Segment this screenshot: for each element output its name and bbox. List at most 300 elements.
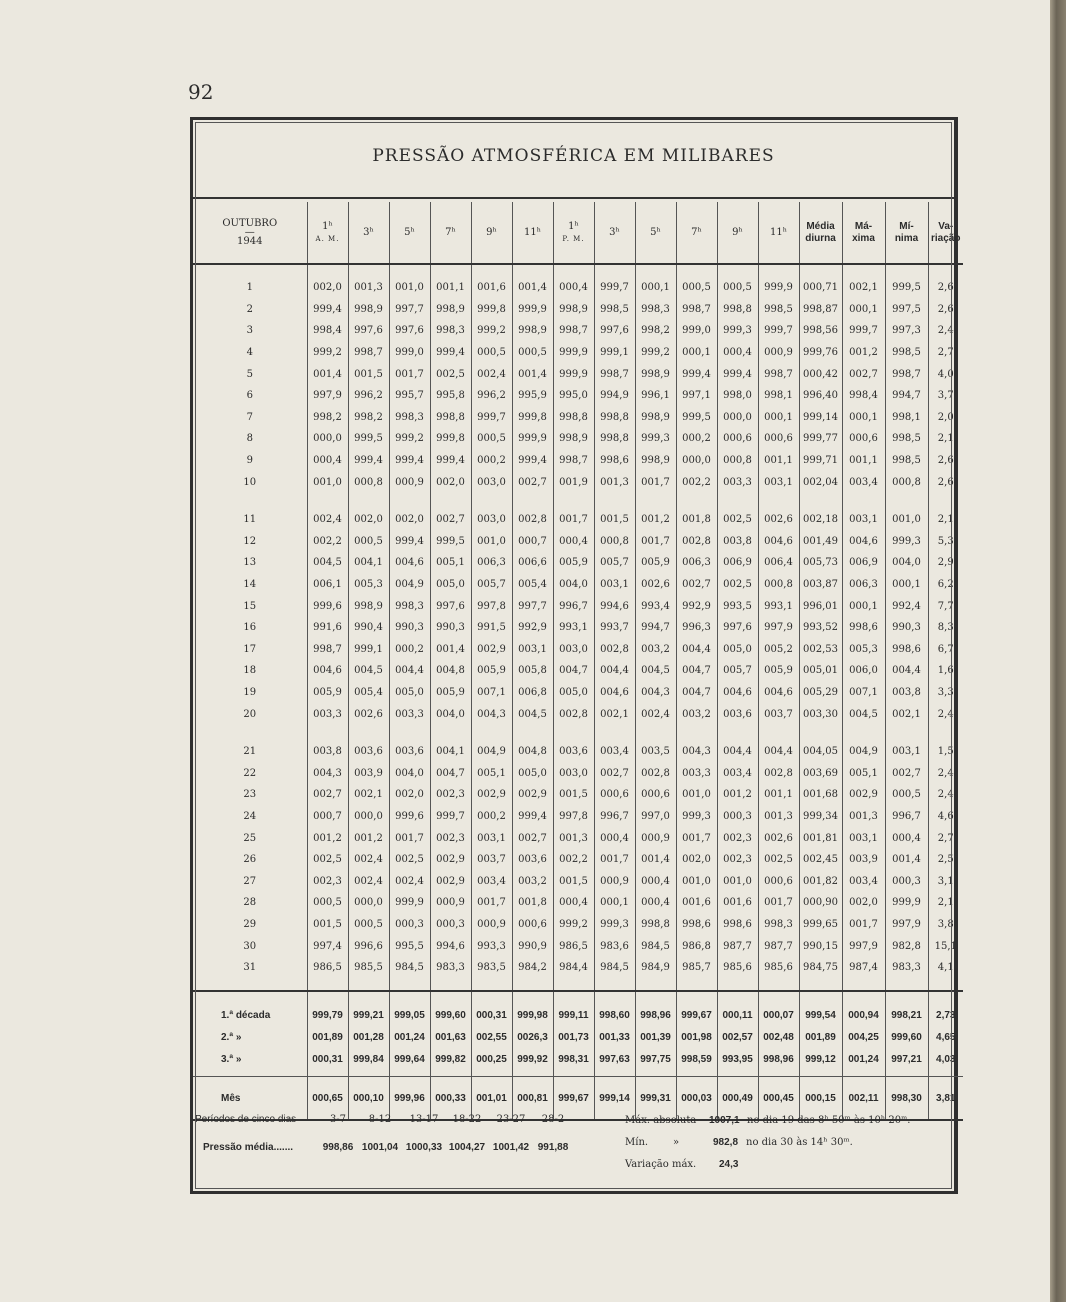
cell-value: 5,3 (937, 535, 954, 547)
cell-value: 002,1 (842, 264, 885, 299)
book-spine (1050, 0, 1066, 1302)
row-label: 28 (193, 892, 307, 914)
cell-value: 998,1 (885, 407, 928, 429)
cell-value: 998,8 (635, 914, 676, 936)
header-col-main: 1ʰ (322, 220, 333, 232)
cell-value: 984,5 (635, 935, 676, 957)
cell-value: 002,4 (471, 363, 512, 385)
row-label: 2 (193, 299, 307, 321)
cell-value: 004,0 (553, 574, 594, 596)
cell-value: 993,95 (717, 1048, 758, 1077)
cell-value: 999,1 (594, 342, 635, 364)
cell-value: 000,94 (842, 991, 885, 1026)
cell-value: 004,5 (512, 703, 553, 725)
cell-value: 003,3 (307, 703, 348, 725)
cell-value: 999,2 (307, 342, 348, 364)
cell-value: 997,8 (553, 806, 594, 828)
cell-value: 999,2 (389, 428, 430, 450)
day-row (193, 892, 963, 914)
cell-value: 004,5 (842, 703, 885, 725)
cell-value: 004,1 (348, 552, 389, 574)
cell-value: 000,1 (758, 407, 799, 429)
cell-value: 999,3 (717, 320, 758, 342)
cell-value: 984,9 (635, 957, 676, 992)
row-label: 1 (193, 264, 307, 299)
cell-value: 001,0 (717, 870, 758, 892)
cell-value: 000,4 (635, 892, 676, 914)
cell-value: 002,3 (430, 827, 471, 849)
cell-value: 002,3 (717, 849, 758, 871)
cell-value: 998,31 (553, 1048, 594, 1077)
cell-value: 000,25 (471, 1048, 512, 1077)
day-row (193, 849, 963, 871)
cell-value: 002,8 (758, 762, 799, 784)
cell-value: 998,3 (389, 595, 430, 617)
cell-value: 000,4 (307, 450, 348, 472)
cell-value: 990,9 (512, 935, 553, 957)
cell-value: 999,34 (799, 806, 842, 828)
header-col-main: 3ʰ (609, 226, 620, 238)
cell-value: 3,81 (928, 1077, 963, 1121)
cell-value: 000,7 (307, 806, 348, 828)
cell-value: 996,3 (676, 617, 717, 639)
cell-value: 003,2 (512, 870, 553, 892)
cell-value: 2,1 (937, 514, 954, 526)
cell-value: 007,1 (471, 682, 512, 704)
cell-value: 002,7 (885, 762, 928, 784)
cell-value: 998,4 (307, 320, 348, 342)
cell-value: 998,7 (758, 363, 799, 385)
cell-value: 000,6 (758, 428, 799, 450)
cell-value: 002,7 (842, 363, 885, 385)
cell-value: 000,90 (799, 892, 842, 914)
day-row (193, 784, 963, 806)
cell-value: 003,1 (885, 725, 928, 763)
row-label: 9 (193, 450, 307, 472)
cell-value: 998,5 (594, 299, 635, 321)
cell-value: 998,9 (348, 299, 389, 321)
header-col-main: 5ʰ (404, 226, 415, 238)
cell-value: 998,0 (717, 385, 758, 407)
cell-value: 004,3 (307, 762, 348, 784)
cell-value: 001,01 (471, 1077, 512, 1121)
cell-value: 001,89 (799, 1026, 842, 1048)
cell-value: 2,5 (937, 854, 954, 866)
cell-value: 983,3 (430, 957, 471, 992)
header-col-sub: P. M. (562, 234, 585, 243)
cell-value: 999,5 (676, 407, 717, 429)
cell-value: 997,5 (885, 299, 928, 321)
cell-value: 998,7 (553, 450, 594, 472)
cell-value: 990,3 (389, 617, 430, 639)
day-row (193, 682, 963, 704)
cell-value: 15,1 (934, 940, 957, 952)
cell-value: 001,7 (553, 493, 594, 531)
cell-value: 000,4 (553, 892, 594, 914)
cell-value: 003,4 (842, 870, 885, 892)
cell-value: 993,3 (471, 935, 512, 957)
cell-value: 001,8 (676, 493, 717, 531)
row-label: 13 (193, 552, 307, 574)
cell-value: 002,04 (799, 471, 842, 493)
cell-value: 4,65 (936, 1031, 956, 1043)
cell-value: 003,4 (842, 471, 885, 493)
row-label: 2.ª » (193, 1026, 307, 1048)
cell-value: 999,9 (553, 363, 594, 385)
day-row (193, 639, 963, 661)
cell-value: 000,71 (799, 264, 842, 299)
day-row (193, 428, 963, 450)
day-row (193, 471, 963, 493)
cell-value: 000,11 (717, 991, 758, 1026)
min-absolute-label: Mín. (625, 1137, 649, 1148)
header-col-11 (717, 202, 758, 264)
cell-value: 001,0 (389, 264, 430, 299)
row-label: 17 (193, 639, 307, 661)
row-label: 24 (193, 806, 307, 828)
cell-value: 004,6 (842, 531, 885, 553)
cell-value: 002,9 (471, 639, 512, 661)
header-col-7 (553, 202, 594, 264)
cell-value: 005,73 (799, 552, 842, 574)
row-label: 1.ª década (193, 991, 307, 1026)
cell-value: 999,3 (885, 531, 928, 553)
cell-value: 001,3 (348, 264, 389, 299)
summary-row (193, 1048, 963, 1077)
cell-value: 993,5 (717, 595, 758, 617)
cell-value: 999,9 (389, 892, 430, 914)
cell-value: 984,2 (512, 957, 553, 992)
cell-value: 994,7 (635, 617, 676, 639)
cell-value: 004,5 (348, 660, 389, 682)
period-item: 23-27 (496, 1114, 526, 1125)
cell-value: 005,9 (635, 552, 676, 574)
day-row (193, 363, 963, 385)
cell-value: 999,6 (307, 595, 348, 617)
cell-value: 999,31 (635, 1077, 676, 1121)
cell-value: 003,9 (842, 849, 885, 871)
cell-value: 001,33 (594, 1026, 635, 1048)
day-row (193, 299, 963, 321)
cell-value: 999,4 (717, 363, 758, 385)
cell-value: 002,5 (758, 849, 799, 871)
cell-value: 996,40 (799, 385, 842, 407)
cell-value: 001,73 (553, 1026, 594, 1048)
cell-value: 004,1 (430, 725, 471, 763)
cell-value: 984,5 (594, 957, 635, 992)
mean-pressure-item: 1001,42 (492, 1142, 530, 1153)
cell-value: 002,2 (307, 531, 348, 553)
header-year: 1944 (237, 235, 263, 247)
cell-value: 001,1 (430, 264, 471, 299)
cell-value: 001,39 (635, 1026, 676, 1048)
summary-row (193, 991, 963, 1026)
cell-value: 2,6 (937, 303, 954, 315)
cell-value: 000,42 (799, 363, 842, 385)
min-ditto-mark: » (673, 1137, 680, 1148)
cell-value: 004,9 (389, 574, 430, 596)
cell-value: 001,81 (799, 827, 842, 849)
cell-value: 001,7 (389, 363, 430, 385)
summary-row (193, 1026, 963, 1048)
cell-value: 997,6 (430, 595, 471, 617)
page-title: PRESSÃO ATMOSFÉRICA EM MILIBARES (372, 146, 775, 166)
period-item: 8-12 (368, 1114, 392, 1125)
cell-value: 998,9 (635, 450, 676, 472)
mean-pressure-item: 998,86 (322, 1142, 354, 1153)
cell-value: 994,6 (430, 935, 471, 957)
cell-value: 004,25 (842, 1026, 885, 1048)
cell-value: 001,2 (307, 827, 348, 849)
cell-value: 004,4 (676, 639, 717, 661)
cell-value: 998,9 (430, 299, 471, 321)
header-col-2 (348, 202, 389, 264)
cell-value: 997,4 (307, 935, 348, 957)
cell-value: 000,3 (885, 870, 928, 892)
cell-value: 001,5 (307, 914, 348, 936)
cell-value: 000,3 (389, 914, 430, 936)
cell-value: 004,6 (758, 531, 799, 553)
cell-value: 002,7 (307, 784, 348, 806)
cell-value: 998,1 (758, 385, 799, 407)
cell-value: 000,5 (307, 892, 348, 914)
max-absolute-text: no dia 19 das 8ʰ 50ᵐ às 10ʰ 20ᵐ. (747, 1115, 911, 1126)
cell-value: 999,2 (635, 342, 676, 364)
header-month: OUTUBRO (222, 217, 278, 229)
header-col-sub: diurna (805, 232, 836, 244)
cell-value: 999,4 (348, 450, 389, 472)
cell-value: 999,4 (512, 806, 553, 828)
cell-value: 004,3 (471, 703, 512, 725)
cell-value: 2,4 (937, 708, 954, 720)
cell-value: 2,4 (937, 789, 954, 801)
cell-value: 987,7 (717, 935, 758, 957)
cell-value: 996,2 (471, 385, 512, 407)
cell-value: 000,5 (471, 342, 512, 364)
cell-value: 002,6 (758, 827, 799, 849)
cell-value: 003,1 (842, 827, 885, 849)
cell-value: 002,6 (348, 703, 389, 725)
footer-summary (193, 1108, 958, 1193)
cell-value: 005,9 (471, 660, 512, 682)
cell-value: 999,67 (553, 1077, 594, 1121)
row-label: 15 (193, 595, 307, 617)
header-col-main: Má- (854, 220, 873, 232)
cell-value: 998,6 (717, 914, 758, 936)
cell-value: 996,01 (799, 595, 842, 617)
cell-value: 000,31 (307, 1048, 348, 1077)
cell-value: 000,07 (758, 991, 799, 1026)
cell-value: 002,3 (307, 870, 348, 892)
cell-value: 991,6 (307, 617, 348, 639)
cell-value: 004,4 (758, 725, 799, 763)
cell-value: 998,21 (885, 991, 928, 1026)
cell-value: 000,2 (471, 450, 512, 472)
cell-value: 005,1 (842, 762, 885, 784)
cell-value: 983,5 (471, 957, 512, 992)
cell-value: 000,81 (512, 1077, 553, 1121)
cell-value: 997,6 (717, 617, 758, 639)
day-row (193, 617, 963, 639)
cell-value: 002,57 (717, 1026, 758, 1048)
cell-value: 002,5 (389, 849, 430, 871)
row-label: 7 (193, 407, 307, 429)
cell-value: 001,6 (717, 892, 758, 914)
cell-value: 999,6 (389, 806, 430, 828)
cell-value: 999,4 (389, 450, 430, 472)
cell-value: 006,1 (307, 574, 348, 596)
cell-value: 001,82 (799, 870, 842, 892)
cell-value: 999,05 (389, 991, 430, 1026)
mean-pressure-item: 991,88 (537, 1142, 569, 1153)
cell-value: 004,5 (635, 660, 676, 682)
cell-value: 982,8 (885, 935, 928, 957)
cell-value: 997,9 (842, 935, 885, 957)
cell-value: 003,87 (799, 574, 842, 596)
cell-value: 002,5 (307, 849, 348, 871)
cell-value: 997,1 (676, 385, 717, 407)
cell-value: 998,9 (348, 595, 389, 617)
cell-value: 001,49 (799, 531, 842, 553)
cell-value: 001,89 (307, 1026, 348, 1048)
cell-value: 006,0 (842, 660, 885, 682)
header-col-10 (676, 202, 717, 264)
cell-value: 997,0 (635, 806, 676, 828)
header-col-8 (594, 202, 635, 264)
cell-value: 002,0 (389, 784, 430, 806)
cell-value: 000,4 (717, 342, 758, 364)
cell-value: 002,0 (430, 471, 471, 493)
cell-value: 998,3 (758, 914, 799, 936)
cell-value: 002,0 (676, 849, 717, 871)
cell-value: 998,59 (676, 1048, 717, 1077)
cell-value: 001,9 (553, 471, 594, 493)
cell-value: 000,0 (307, 428, 348, 450)
cell-value: 001,2 (717, 784, 758, 806)
cell-value: 001,2 (635, 493, 676, 531)
cell-value: 000,1 (885, 574, 928, 596)
cell-value: 998,8 (717, 299, 758, 321)
header-col-15 (885, 202, 928, 264)
header-col-main: Va- (938, 220, 954, 232)
min-absolute-value: 982,8 (713, 1137, 739, 1148)
cell-value: 997,7 (389, 299, 430, 321)
cell-value: 998,9 (553, 299, 594, 321)
cell-value: 001,24 (842, 1048, 885, 1077)
day-row (193, 827, 963, 849)
cell-value: 987,7 (758, 935, 799, 957)
cell-value: 000,5 (348, 914, 389, 936)
cell-value: 000,15 (799, 1077, 842, 1121)
header-col-main: 11ʰ (523, 226, 542, 238)
cell-value: 999,5 (885, 264, 928, 299)
cell-value: 002,8 (676, 531, 717, 553)
cell-value: 998,60 (594, 991, 635, 1026)
row-label: 5 (193, 363, 307, 385)
cell-value: 005,9 (553, 552, 594, 574)
cell-value: 001,3 (594, 471, 635, 493)
row-label: 8 (193, 428, 307, 450)
cell-value: 993,52 (799, 617, 842, 639)
cell-value: 998,2 (348, 407, 389, 429)
cell-value: 002,7 (512, 827, 553, 849)
cell-value: 003,1 (471, 827, 512, 849)
cell-value: 983,6 (594, 935, 635, 957)
day-row (193, 342, 963, 364)
cell-value: 004,5 (307, 552, 348, 574)
cell-value: 003,3 (717, 471, 758, 493)
cell-value: 001,24 (389, 1026, 430, 1048)
cell-value: 999,8 (430, 428, 471, 450)
cell-value: 002,55 (471, 1026, 512, 1048)
cell-value: 996,2 (348, 385, 389, 407)
cell-value: 999,4 (430, 450, 471, 472)
max-variation-value: 24,3 (719, 1159, 739, 1170)
cell-value: 003,4 (717, 762, 758, 784)
period-item: 18-22 (452, 1114, 482, 1125)
cell-value: 997,9 (307, 385, 348, 407)
day-row (193, 806, 963, 828)
cell-value: 001,6 (471, 264, 512, 299)
row-label: 10 (193, 471, 307, 493)
cell-value: 006,3 (471, 552, 512, 574)
cell-value: 004,4 (885, 660, 928, 682)
cell-value: 002,8 (553, 703, 594, 725)
cell-value: 993,7 (594, 617, 635, 639)
cell-value: 005,4 (512, 574, 553, 596)
cell-value: 002,7 (676, 574, 717, 596)
table-body (193, 264, 963, 1120)
header-col-main: 1ʰ (568, 220, 579, 232)
cell-value: 004,7 (676, 682, 717, 704)
cell-value: 998,9 (553, 428, 594, 450)
cell-value: 000,1 (594, 892, 635, 914)
row-label: 20 (193, 703, 307, 725)
day-row (193, 320, 963, 342)
cell-value: 003,6 (512, 849, 553, 871)
day-row (193, 264, 963, 299)
cell-value: 004,4 (594, 660, 635, 682)
cell-value: 002,0 (389, 493, 430, 531)
cell-value: 002,9 (430, 849, 471, 871)
cell-value: 998,87 (799, 299, 842, 321)
cell-value: 003,0 (471, 493, 512, 531)
cell-value: 985,7 (676, 957, 717, 992)
cell-value: 001,6 (676, 892, 717, 914)
cell-value: 000,5 (348, 531, 389, 553)
cell-value: 000,9 (389, 471, 430, 493)
header-col-main: 7ʰ (445, 226, 456, 238)
periods-label: Períodos de cinco dias (195, 1114, 297, 1125)
cell-value: 002,9 (842, 784, 885, 806)
cell-value: 002,9 (512, 784, 553, 806)
row-label: 11 (193, 493, 307, 531)
cell-value: 004,3 (635, 682, 676, 704)
cell-value: 000,1 (842, 595, 885, 617)
cell-value: 003,8 (717, 531, 758, 553)
cell-value: 2,6 (937, 476, 954, 488)
cell-value: 004,7 (553, 660, 594, 682)
cell-value: 001,3 (553, 827, 594, 849)
period-item: 3-7 (329, 1114, 347, 1125)
cell-value: 000,2 (389, 639, 430, 661)
cell-value: 001,0 (307, 471, 348, 493)
cell-value: 005,4 (348, 682, 389, 704)
cell-value: 998,30 (885, 1077, 928, 1121)
cell-value: 998,96 (635, 991, 676, 1026)
row-label: 14 (193, 574, 307, 596)
cell-value: 999,4 (430, 342, 471, 364)
